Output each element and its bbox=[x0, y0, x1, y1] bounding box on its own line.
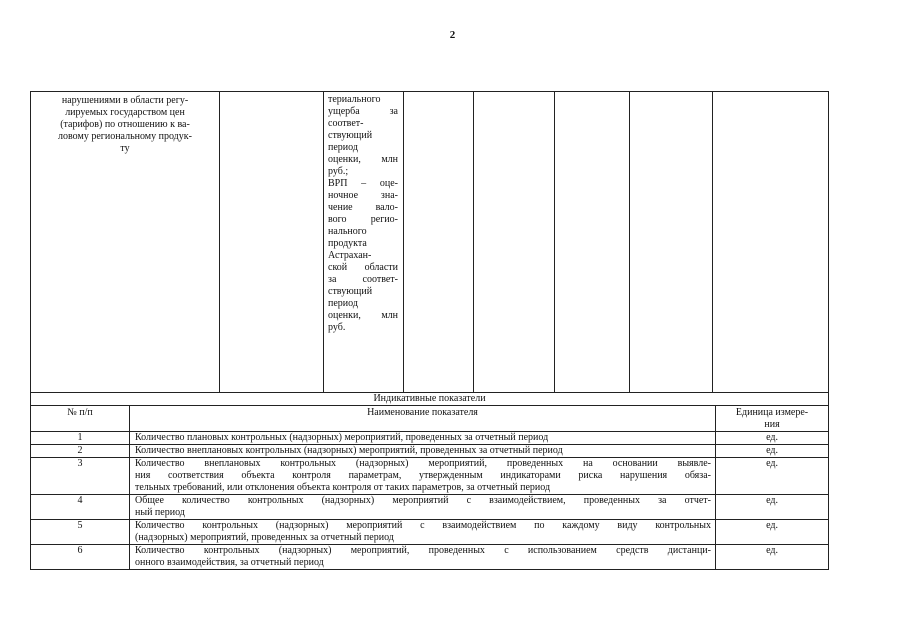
formula-line: чение вало- bbox=[328, 202, 398, 213]
row-description-line: Количество контрольных (надзорных) мероприятий с взаимодействием по каждому виду контрольных bbox=[135, 520, 711, 531]
row-description bbox=[130, 520, 716, 545]
empty-cell bbox=[630, 92, 713, 393]
indicator-name-line: (тарифов) по отношению к ва- bbox=[60, 119, 190, 130]
indicator-continuation-table bbox=[30, 91, 829, 393]
row-description bbox=[130, 445, 716, 458]
empty-cell bbox=[474, 92, 555, 393]
indicator-name-line: нарушениями в области регу- bbox=[61, 95, 189, 106]
table-row bbox=[31, 458, 829, 495]
formula-line: период bbox=[328, 298, 358, 309]
row-description-line: Количество плановых контрольных (надзорных) мероприятий, проведенных за отчетный период bbox=[135, 432, 549, 443]
row-number: 3 bbox=[31, 458, 130, 495]
formula-line: ущерба за bbox=[328, 106, 398, 117]
table-row bbox=[31, 520, 829, 545]
row-description-line: тельных требований, или отклонения объекта контроля от таких параметров, за отчетный период bbox=[135, 482, 551, 493]
row-unit: ед. bbox=[716, 520, 829, 545]
row-unit: ед. bbox=[716, 495, 829, 520]
formula-line: оценки, млн bbox=[328, 310, 398, 321]
formula-line: период bbox=[328, 142, 358, 153]
row-description-line: Общее количество контрольных (надзорных) мероприятий с взаимодействием, проведенных за отчет- bbox=[135, 495, 711, 506]
header-name: Наименование показателя bbox=[130, 406, 716, 432]
empty-cell bbox=[404, 92, 474, 393]
formula-line: ночное зна- bbox=[328, 190, 398, 201]
formula-description-cell bbox=[324, 92, 404, 393]
table-row bbox=[31, 432, 829, 445]
row-description-line: Количество внеплановых контрольных (надзорных) мероприятий, проведенных на основании выявле- bbox=[135, 458, 711, 469]
formula-line: ВРП – оце- bbox=[328, 178, 398, 189]
indicator-name-text bbox=[37, 95, 213, 155]
row-description-line: ния соответствия объекта контроля параметрам, утвержденным индикаторами риска нарушения обяза- bbox=[135, 470, 711, 481]
header-unit-line: ния bbox=[764, 419, 780, 430]
formula-line: Астрахан- bbox=[328, 250, 372, 261]
row-unit: ед. bbox=[716, 445, 829, 458]
formula-line: соответ- bbox=[328, 118, 364, 129]
row-number: 2 bbox=[31, 445, 130, 458]
row-description-line: Количество внеплановых контрольных (надзорных) мероприятий, проведенных за отчетный период bbox=[135, 445, 563, 456]
row-unit: ед. bbox=[716, 432, 829, 445]
row-number: 6 bbox=[31, 545, 130, 570]
row-description-line: ный период bbox=[135, 507, 185, 518]
indicator-name-cell bbox=[31, 92, 220, 393]
empty-cell bbox=[555, 92, 630, 393]
row-number: 5 bbox=[31, 520, 130, 545]
row-description-line: Количество контрольных (надзорных) мероприятий, проведенных с использованием средств дистанци- bbox=[135, 545, 711, 556]
row-number: 1 bbox=[31, 432, 130, 445]
formula-line: руб. bbox=[328, 322, 346, 333]
row-description bbox=[130, 545, 716, 570]
indicator-name-line: лируемых государством цен bbox=[65, 107, 185, 118]
row-description-line: онного взаимодействия, за отчетный период bbox=[135, 557, 324, 568]
row-unit: ед. bbox=[716, 458, 829, 495]
table-row bbox=[31, 545, 829, 570]
row-number: 4 bbox=[31, 495, 130, 520]
row-description bbox=[130, 432, 716, 445]
row-description-line: (надзорных) мероприятий, проведенных за отчетный период bbox=[135, 532, 394, 543]
formula-line: ской области bbox=[328, 262, 398, 273]
table-row bbox=[31, 495, 829, 520]
row-description bbox=[130, 495, 716, 520]
row-unit: ед. bbox=[716, 545, 829, 570]
formula-line: за соответ- bbox=[328, 274, 398, 285]
formula-line: вого регио- bbox=[328, 214, 398, 225]
empty-cell bbox=[220, 92, 324, 393]
header-number: № п/п bbox=[31, 406, 130, 432]
indicative-indicators-table bbox=[30, 392, 829, 570]
document-table-frame bbox=[30, 91, 828, 570]
formula-line: ствующий bbox=[328, 130, 373, 141]
section-title: Индикативные показатели bbox=[31, 393, 829, 406]
formula-line: ствующий bbox=[328, 286, 373, 297]
indicator-rows bbox=[31, 432, 829, 570]
formula-line: руб.; bbox=[328, 166, 349, 177]
table-row bbox=[31, 445, 829, 458]
formula-line: продукта bbox=[328, 238, 367, 249]
header-unit-line: Единица измере- bbox=[735, 407, 809, 418]
header-unit bbox=[716, 406, 829, 432]
empty-cell bbox=[713, 92, 829, 393]
formula-line: териального bbox=[328, 94, 381, 105]
page-number: 2 bbox=[449, 29, 456, 41]
indicator-name-line: ту bbox=[120, 143, 130, 154]
formula-line: нального bbox=[328, 226, 367, 237]
row-description bbox=[130, 458, 716, 495]
formula-line: оценки, млн bbox=[328, 154, 398, 165]
formula-description-text bbox=[328, 94, 398, 334]
indicator-name-line: ловому региональному продук- bbox=[58, 131, 192, 142]
